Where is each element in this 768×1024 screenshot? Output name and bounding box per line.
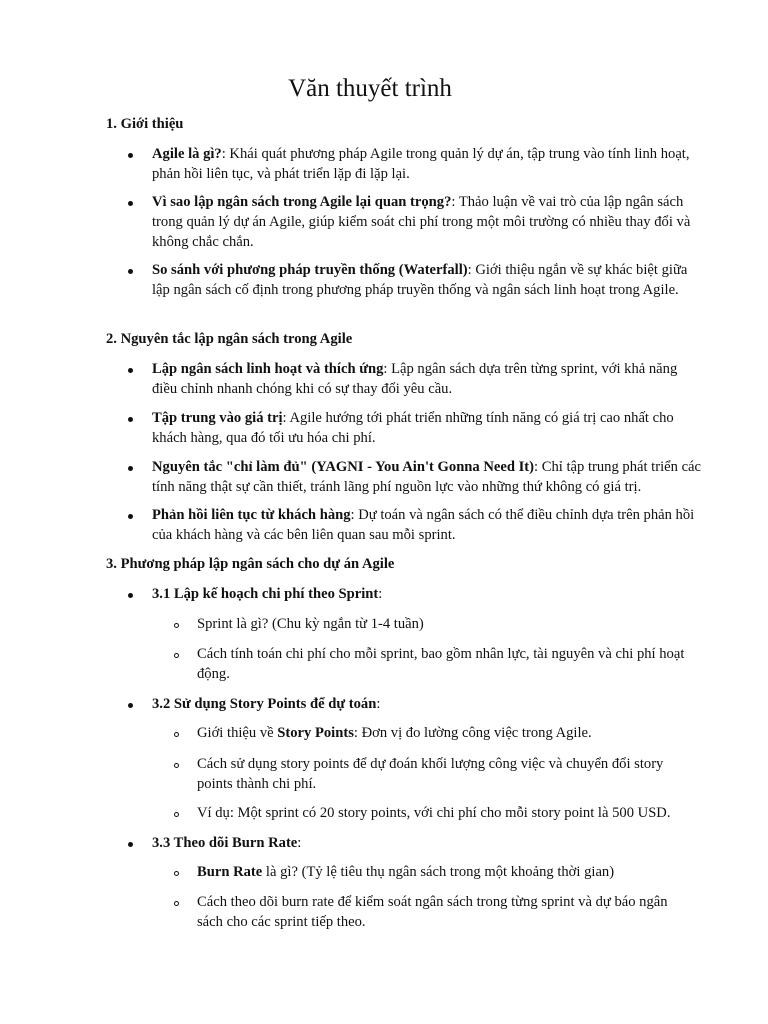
item-title: Nguyên tắc "chỉ làm đủ" (YAGNI - You Ain't Gonna Need It) bbox=[152, 459, 535, 475]
list-item bbox=[152, 409, 704, 449]
sub-item-title: Story Points bbox=[277, 725, 354, 741]
sub-list-item: Ví dụ: Một sprint có 20 story points, với chi phí cho mỗi story point là 500 USD. bbox=[197, 805, 671, 821]
circle-bullet-icon bbox=[174, 763, 179, 768]
item-title: 3.1 Lập kế hoạch chi phí theo Sprint bbox=[152, 586, 379, 602]
sub-list-item: Sprint là gì? (Chu kỳ ngắn từ 1-4 tuần) bbox=[197, 616, 424, 632]
circle-bullet-icon bbox=[174, 871, 179, 876]
item-title: Agile là gì? bbox=[152, 146, 222, 162]
item-text: : Lập ngân sách dựa trên từng sprint, với khả năng điều chỉnh nhanh chóng khi có sự thay đổi yêu cầu. bbox=[152, 361, 678, 397]
item-title: Tập trung vào giá trị bbox=[152, 410, 283, 426]
bullet-icon bbox=[128, 269, 133, 274]
item-title: Lập ngân sách linh hoạt và thích ứng bbox=[152, 361, 384, 377]
circle-bullet-icon bbox=[174, 653, 179, 658]
item-title: 3.3 Theo dõi Burn Rate bbox=[152, 835, 298, 851]
circle-bullet-icon bbox=[174, 623, 179, 628]
item-text: : Thảo luận về vai trò của lập ngân sách trong quản lý dự án Agile, giúp kiểm soát chi phí trong một môi trường có nhiều thay đổi và không chắc chắn. bbox=[152, 194, 691, 250]
item-text: : Khái quát phương pháp Agile trong quản lý dự án, tập trung vào tính linh hoạt, phản hồi liên tục, và phát triển lặp đi lặp lại. bbox=[152, 146, 690, 182]
item-text: : bbox=[297, 835, 302, 851]
bullet-icon bbox=[128, 417, 133, 422]
sub-item-title: Burn Rate bbox=[197, 864, 263, 880]
list-item bbox=[152, 193, 704, 252]
section-heading-methods: 3. Phương pháp lập ngân sách cho dự án Agile bbox=[106, 556, 395, 572]
document-title: Văn thuyết trình bbox=[288, 75, 452, 102]
list-item bbox=[152, 506, 704, 546]
item-text: : bbox=[376, 696, 381, 712]
section-heading-intro: 1. Giới thiệu bbox=[106, 116, 184, 132]
list-item bbox=[152, 695, 704, 715]
sub-list-item: Cách theo dõi burn rate để kiểm soát ngân sách trong từng sprint và dự báo ngân sách cho các sprint tiếp theo. bbox=[197, 894, 668, 930]
bullet-icon bbox=[128, 842, 133, 847]
bullet-icon bbox=[128, 466, 133, 471]
sub-item-text: : Đơn vị đo lường công việc trong Agile. bbox=[353, 725, 592, 741]
list-item bbox=[152, 261, 704, 301]
item-text: : Chỉ tập trung phát triển các tính năng thật sự cần thiết, tránh lãng phí nguồn lực vào những thứ không có giá trị. bbox=[152, 459, 701, 495]
list-item bbox=[152, 145, 704, 185]
list-item bbox=[152, 360, 704, 400]
item-text: : Agile hướng tới phát triển những tính năng có giá trị cao nhất cho khách hàng, qua đó tối ưu hóa chi phí. bbox=[152, 410, 674, 446]
bullet-icon bbox=[128, 368, 133, 373]
sub-list-item: Cách sử dụng story points để dự đoán khối lượng công việc và chuyển đổi story points thành chi phí. bbox=[197, 756, 664, 792]
sub-list-item bbox=[197, 724, 697, 744]
circle-bullet-icon bbox=[174, 901, 179, 906]
item-title: Vì sao lập ngân sách trong Agile lại quan trọng? bbox=[152, 194, 452, 210]
sub-list-item bbox=[197, 863, 697, 883]
bullet-icon bbox=[128, 153, 133, 158]
item-title: Phản hồi liên tục từ khách hàng bbox=[152, 507, 351, 523]
circle-bullet-icon bbox=[174, 732, 179, 737]
item-text: : Dự toán và ngân sách có thể điều chỉnh dựa trên phản hồi của khách hàng và các bên liên quan sau mỗi sprint. bbox=[152, 507, 695, 543]
sub-list-item: Cách tính toán chi phí cho mỗi sprint, bao gồm nhân lực, tài nguyên và chi phí hoạt động. bbox=[197, 646, 685, 682]
section-heading-principles: 2. Nguyên tắc lập ngân sách trong Agile bbox=[106, 331, 353, 347]
bullet-icon bbox=[128, 703, 133, 708]
bullet-icon bbox=[128, 593, 133, 598]
list-item bbox=[152, 585, 704, 605]
list-item bbox=[152, 834, 704, 854]
item-title: So sánh với phương pháp truyền thống (Waterfall) bbox=[152, 262, 468, 278]
bullet-icon bbox=[128, 201, 133, 206]
circle-bullet-icon bbox=[174, 812, 179, 817]
item-text: : bbox=[378, 586, 383, 602]
sub-item-text: Giới thiệu về bbox=[197, 725, 278, 741]
sub-item-text: là gì? (Tỷ lệ tiêu thụ ngân sách trong một khoảng thời gian) bbox=[262, 864, 615, 880]
list-item bbox=[152, 458, 704, 498]
item-text: : Giới thiệu ngắn về sự khác biệt giữa lập ngân sách cố định trong phương pháp truyền thống và ngân sách linh hoạt trong Agile. bbox=[152, 262, 688, 298]
bullet-icon bbox=[128, 514, 133, 519]
item-title: 3.2 Sử dụng Story Points để dự toán bbox=[152, 696, 377, 712]
